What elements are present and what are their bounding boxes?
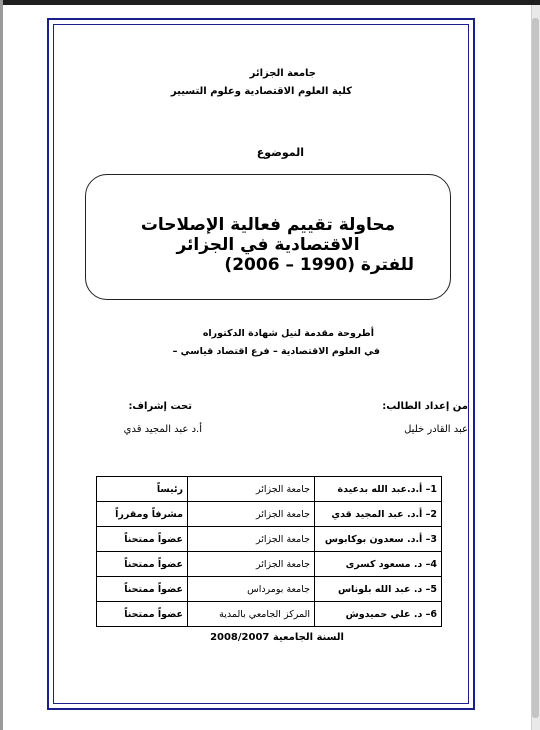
- jury-member-role: عضواً ممتحناً: [97, 577, 188, 602]
- supervised-by-label: تحت إشراف:: [128, 401, 192, 412]
- thesis-field: في العلوم الاقتصادية – فرع اقتصاد قياسي –: [172, 346, 380, 357]
- jury-member-role: عضواً ممتحناً: [97, 602, 188, 627]
- jury-member-name: 5– د. عبد الله بلوناس: [315, 577, 442, 602]
- jury-member-role: عضواً ممتحناً: [97, 552, 188, 577]
- window-left-edge: [0, 0, 3, 730]
- jury-member-name: 4– د. مسعود كسرى: [315, 552, 442, 577]
- thesis-title-line-2: للفترة (1990 – 2006): [224, 255, 414, 275]
- jury-member-name: 1– أ.د.عبد الله بدعيدة: [315, 477, 442, 502]
- table-row: [97, 502, 442, 527]
- subject-label: الموضوع: [256, 146, 304, 159]
- prepared-by-label: من إعداد الطالب:: [382, 401, 468, 412]
- jury-member-name: 3– أ.د. سعدون بوكابوس: [315, 527, 442, 552]
- jury-member-name: 6– د. علي حميدوش: [315, 602, 442, 627]
- jury-member-institution: جامعة الجزائر: [188, 477, 315, 502]
- jury-member-role: مشرفاً ومقرراً: [97, 502, 188, 527]
- table-row: [97, 477, 442, 502]
- jury-member-institution: جامعة الجزائر: [188, 552, 315, 577]
- supervisor-name: أ.د عبد المجيد قدي: [123, 424, 202, 435]
- student-name: عبد القادر خليل: [404, 424, 468, 435]
- jury-member-institution: جامعة الجزائر: [188, 502, 315, 527]
- academic-year: السنة الجامعية 2008/2007: [210, 632, 344, 643]
- jury-member-institution: جامعة الجزائر: [188, 527, 315, 552]
- table-row: [97, 552, 442, 577]
- table-row: [97, 577, 442, 602]
- faculty-name: كلية العلوم الاقتصادية وعلوم التسيير: [170, 86, 352, 97]
- university-name: جامعة الجزائر: [249, 68, 316, 79]
- thesis-title-line-1: محاولة تقييم فعالية الإصلاحات الاقتصادية في الجزائر: [140, 215, 396, 255]
- jury-member-institution: جامعة بومرداس: [188, 577, 315, 602]
- table-row: [97, 527, 442, 552]
- jury-table: [96, 476, 442, 627]
- scrollbar-thumb[interactable]: [532, 18, 539, 718]
- thesis-type: أطروحة مقدمة لنيل شهادة الدكتوراه: [202, 328, 374, 339]
- table-row: [97, 602, 442, 627]
- jury-member-role: رئيساً: [97, 477, 188, 502]
- jury-member-role: عضواً ممتحناً: [97, 527, 188, 552]
- window-top-bar: [0, 0, 540, 5]
- jury-member-name: 2– أ.د. عبد المجيد قدي: [315, 502, 442, 527]
- jury-member-institution: المركز الجامعي بالمدية: [188, 602, 315, 627]
- title-box: [85, 174, 451, 300]
